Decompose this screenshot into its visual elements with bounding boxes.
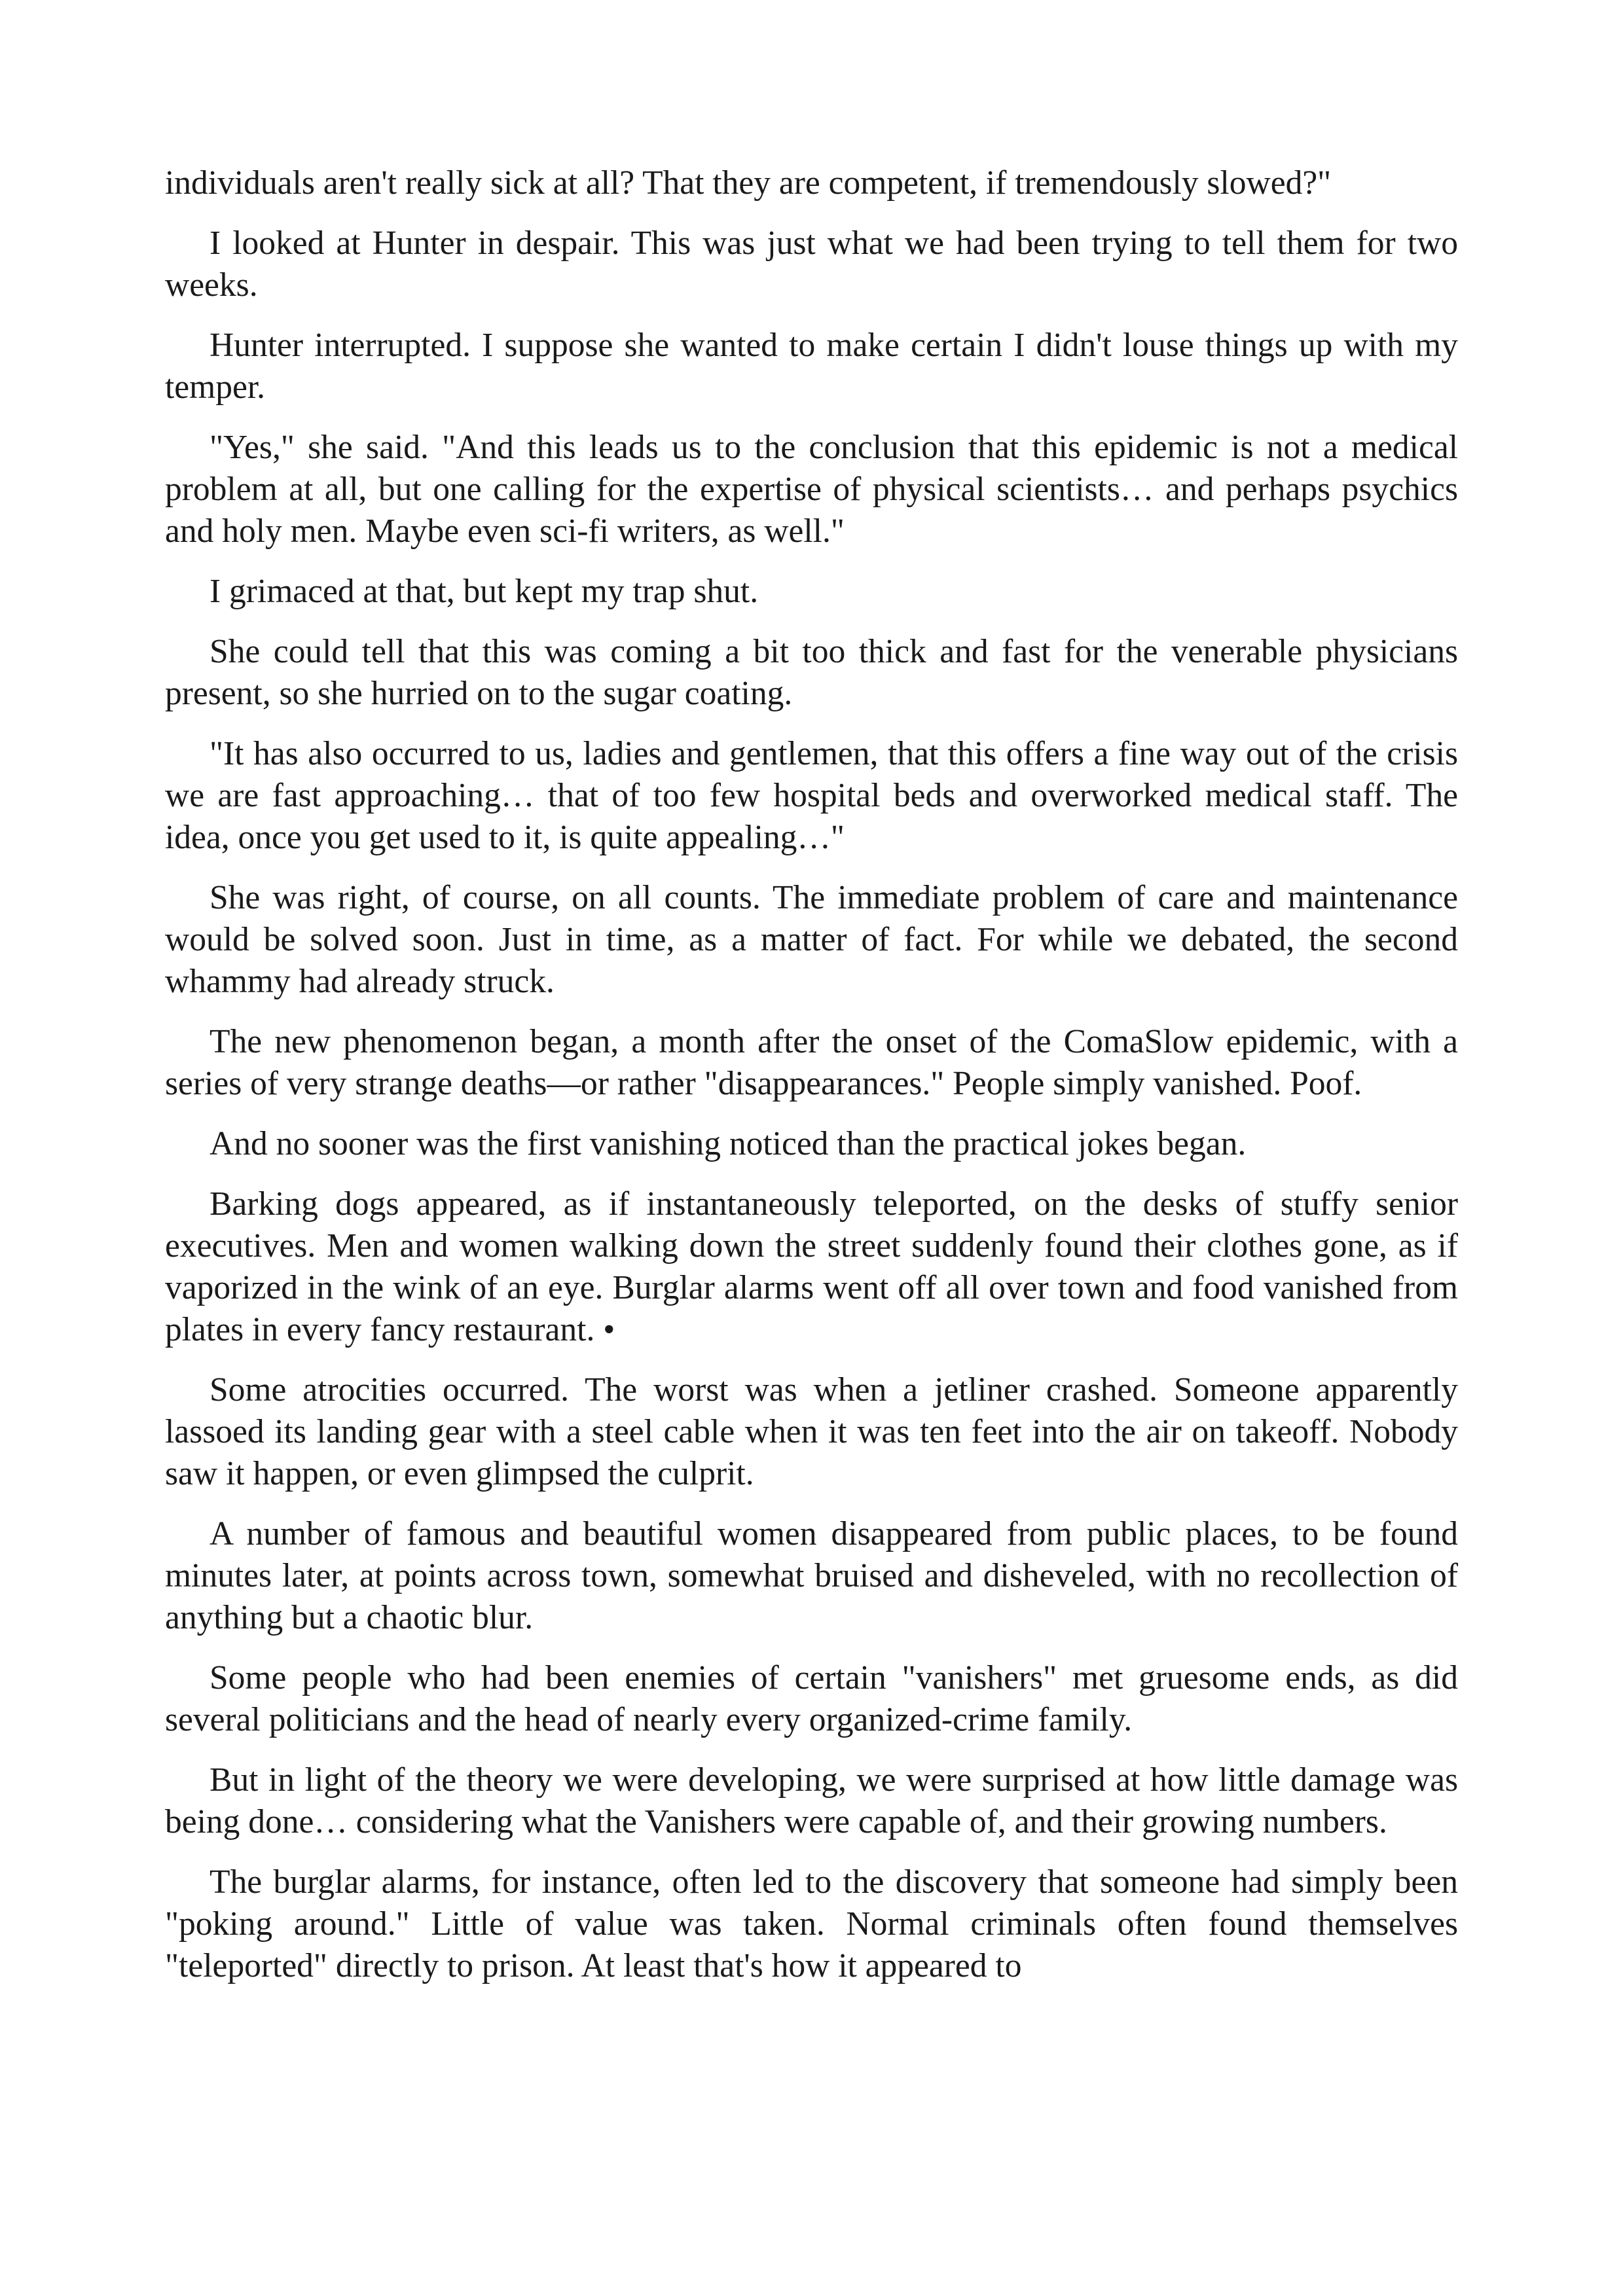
paragraph-15: But in light of the theory we were developing, we were surprised at how little damage was being done… considering what the Vanishers were capable of, and their growing numbers. (165, 1761, 1458, 1840)
paragraph-5: I grimaced at that, but kept my trap shut. (210, 573, 759, 610)
paragraph-8: She was right, of course, on all counts. The immediate problem of care and maintenance would be solved soon. Just in time, as a matter of fact. For while we debated, the second whammy had already struck. (165, 879, 1458, 1000)
paragraph-4: "Yes," she said. "And this leads us to the conclusion that this epidemic is not a medical problem at all, but one calling for the expertise of physical scientists… and perhaps psychics and holy men. Maybe even sci-fi writers, as well." (165, 429, 1458, 550)
paragraph-3: Hunter interrupted. I suppose she wanted to make certain I didn't louse things up with my temper. (165, 327, 1458, 406)
paragraph-6: She could tell that this was coming a bit too thick and fast for the venerable physicians present, so she hurried on to the sugar coating. (165, 633, 1458, 712)
paragraph-14: Some people who had been enemies of certain "vanishers" met gruesome ends, as did several politicians and the head of nearly every organized-crime family. (165, 1659, 1458, 1738)
paragraph-12: Some atrocities occurred. The worst was when a jetliner crashed. Someone apparently lassoed its landing gear with a steel cable when it was ten feet into the air on takeoff. Nobody saw it happen, or even glimpsed the culprit. (165, 1371, 1458, 1492)
paragraph-2: I looked at Hunter in despair. This was just what we had been trying to tell them for two weeks. (165, 224, 1458, 304)
paragraph-9: The new phenomenon began, a month after the onset of the ComaSlow epidemic, with a series of very strange deaths—or rather "disappearances." People simply vanished. Poof. (165, 1023, 1458, 1102)
paragraph-7: "It has also occurred to us, ladies and gentlemen, that this offers a fine way out of the crisis we are fast approaching… that of too few hospital beds and overworked medical staff. The idea, once you get used to it, is quite appealing…" (165, 735, 1458, 856)
paragraph-13: A number of famous and beautiful women disappeared from public places, to be found minutes later, at points across town, somewhat bruised and disheveled, with no recollection of anything but a chaotic blur. (165, 1515, 1458, 1636)
paragraph-10: And no sooner was the first vanishing noticed than the practical jokes began. (210, 1125, 1247, 1162)
paragraph-1: individuals aren't really sick at all? That they are competent, if tremendously slowed?" (165, 164, 1332, 202)
paragraph-16: The burglar alarms, for instance, often led to the discovery that someone had simply been "poking around." Little of value was taken. Normal criminals often found themselves "teleported" directly to prison. At least that's how it appeared to (165, 1863, 1458, 1984)
paragraph-11: Barking dogs appeared, as if instantaneously teleported, on the desks of stuffy senior executives. Men and women walking down the street suddenly found their clothes gone, as if vaporized in the wink of an eye. Burglar alarms went off all over town and food vanished from plates in every fancy restaurant. • (165, 1185, 1458, 1348)
document-page (165, 162, 1458, 2005)
